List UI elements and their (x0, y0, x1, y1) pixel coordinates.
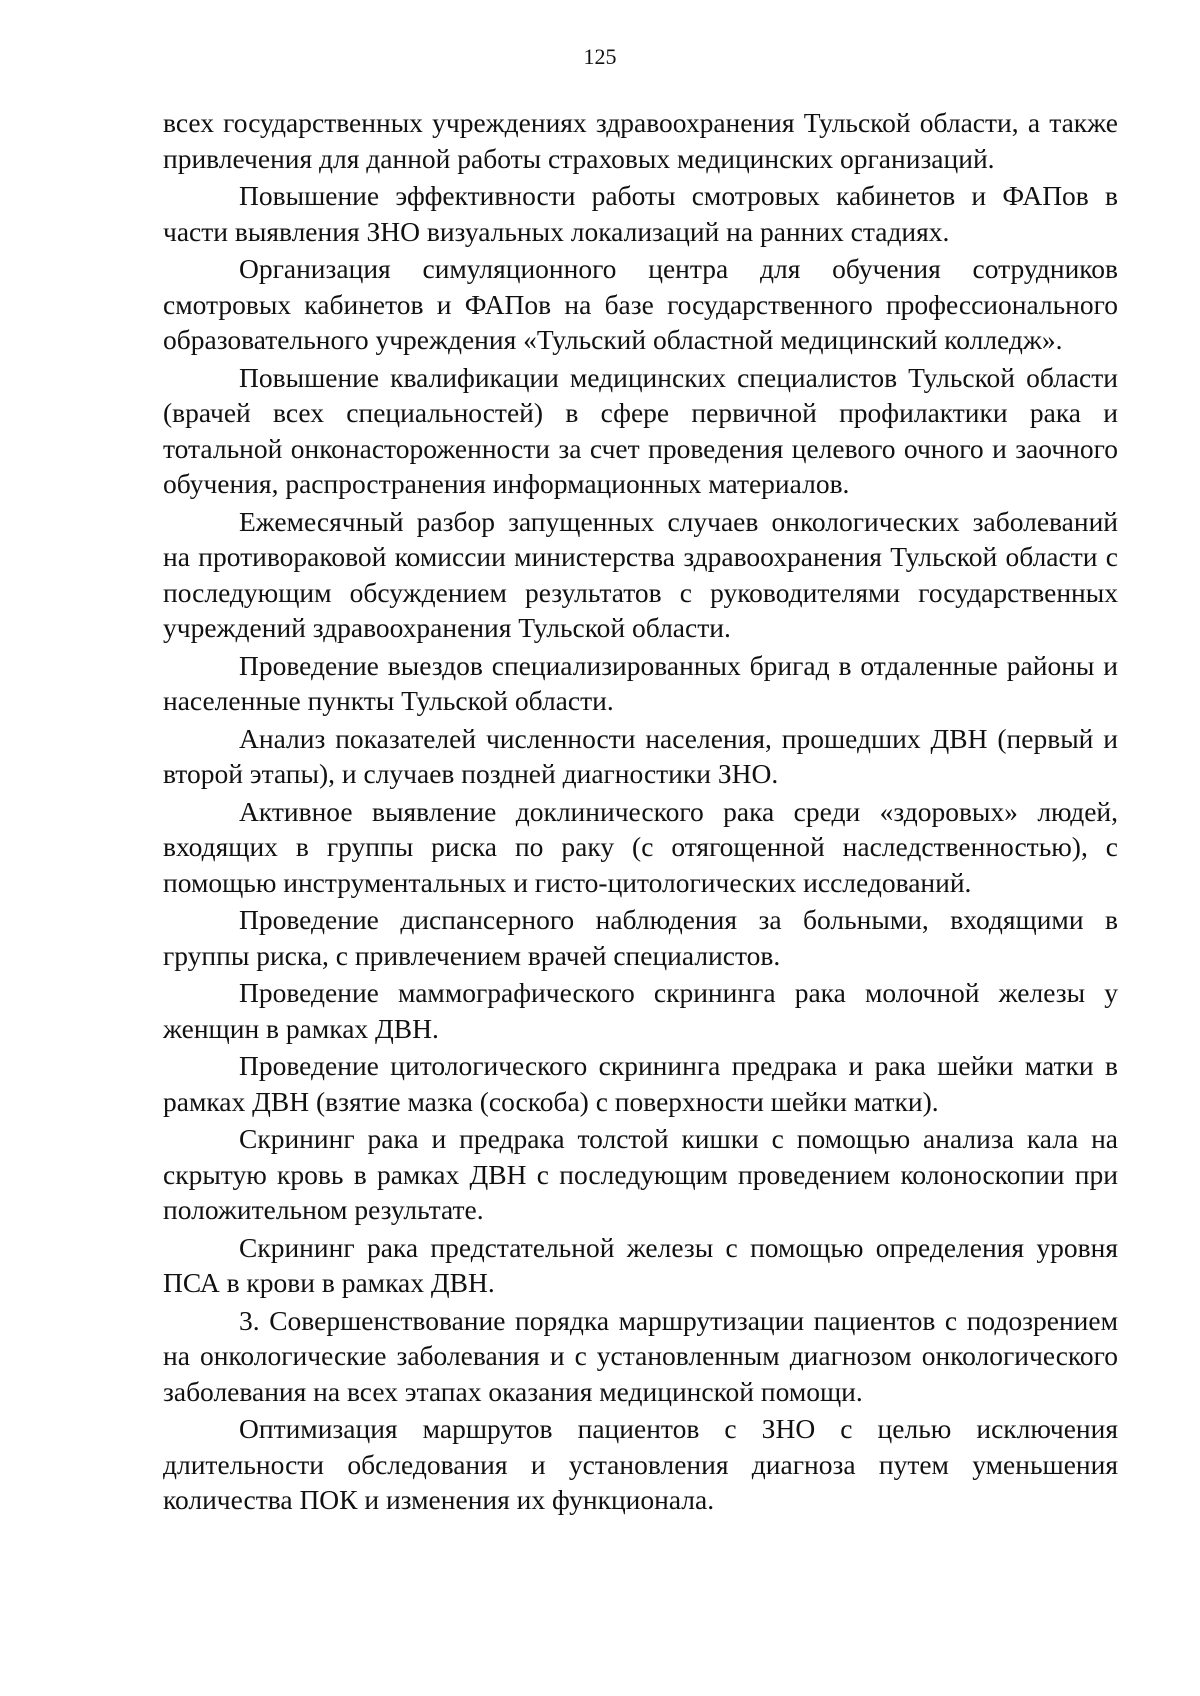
paragraph: Проведение маммографического скрининга рака молочной железы у женщин в рамках ДВН. (163, 977, 1118, 1044)
paragraph: Анализ показателей численности населения, прошедших ДВН (первый и второй этапы), и случаев поздней диагностики ЗНО. (163, 722, 1118, 789)
paragraph: Активное выявление доклинического рака среди «здоровых» людей, входящих в группы риска по раку (с отягощенной наследственностью), с помощью инструментальных и гисто-цитологических исследований. (163, 795, 1118, 898)
paragraph: Ежемесячный разбор запущенных случаев онкологических заболеваний на противораковой комиссии министерства здравоохранения Тульской области с последующим обсуждением результатов с руководителями государственных учреждений здравоохранения Тульской области. (163, 505, 1118, 643)
paragraph: Оптимизация маршрутов пациентов с ЗНО с целью исключения длительности обследования и установления диагноза путем уменьшения количества ПОК и изменения их функционала. (163, 1413, 1118, 1515)
paragraph: Повышение квалификации медицинских специалистов Тульской области (врачей всех специальностей) в сфере первичной профилактики рака и тотальной онконастороженности за счет проведения целевого очного и заочного обучения, распространения информационных материалов. (163, 361, 1118, 499)
document-body (163, 105, 1118, 1520)
numbered-paragraph: 3. Совершенствование порядка маршрутизации пациентов с подозрением на онкологические заболевания и с установленным диагнозом онкологического заболевания на всех этапах оказания медицинской помощи. (163, 1304, 1118, 1407)
page-number: 125 (583, 44, 617, 69)
paragraph: Проведение выездов специализированных бригад в отдаленные районы и населенные пункты Тульской области. (163, 649, 1118, 716)
paragraph: Организация симуляционного центра для обучения сотрудников смотровых кабинетов и ФАПов на базе государственного профессионального образовательного учреждения «Тульский областной медицинский колледж». (163, 253, 1118, 355)
paragraph: Скрининг рака и предрака толстой кишки с помощью анализа кала на скрытую кровь в рамках ДВН с последующим проведением колоноскопии при положительном результате. (163, 1123, 1118, 1225)
paragraph: Проведение цитологического скрининга предрака и рака шейки матки в рамках ДВН (взятие мазка (соскоба) с поверхности шейки матки). (163, 1050, 1118, 1117)
paragraph: Проведение диспансерного наблюдения за больными, входящими в группы риска, с привлечением врачей специалистов. (163, 904, 1118, 971)
paragraph: Скрининг рака предстательной железы с помощью определения уровня ПСА в крови в рамках ДВН. (163, 1231, 1118, 1298)
paragraph: всех государственных учреждениях здравоохранения Тульской области, а также привлечения для данной работы страховых медицинских организаций. (163, 107, 1118, 174)
paragraph: Повышение эффективности работы смотровых кабинетов и ФАПов в части выявления ЗНО визуальных локализаций на ранних стадиях. (163, 180, 1118, 247)
